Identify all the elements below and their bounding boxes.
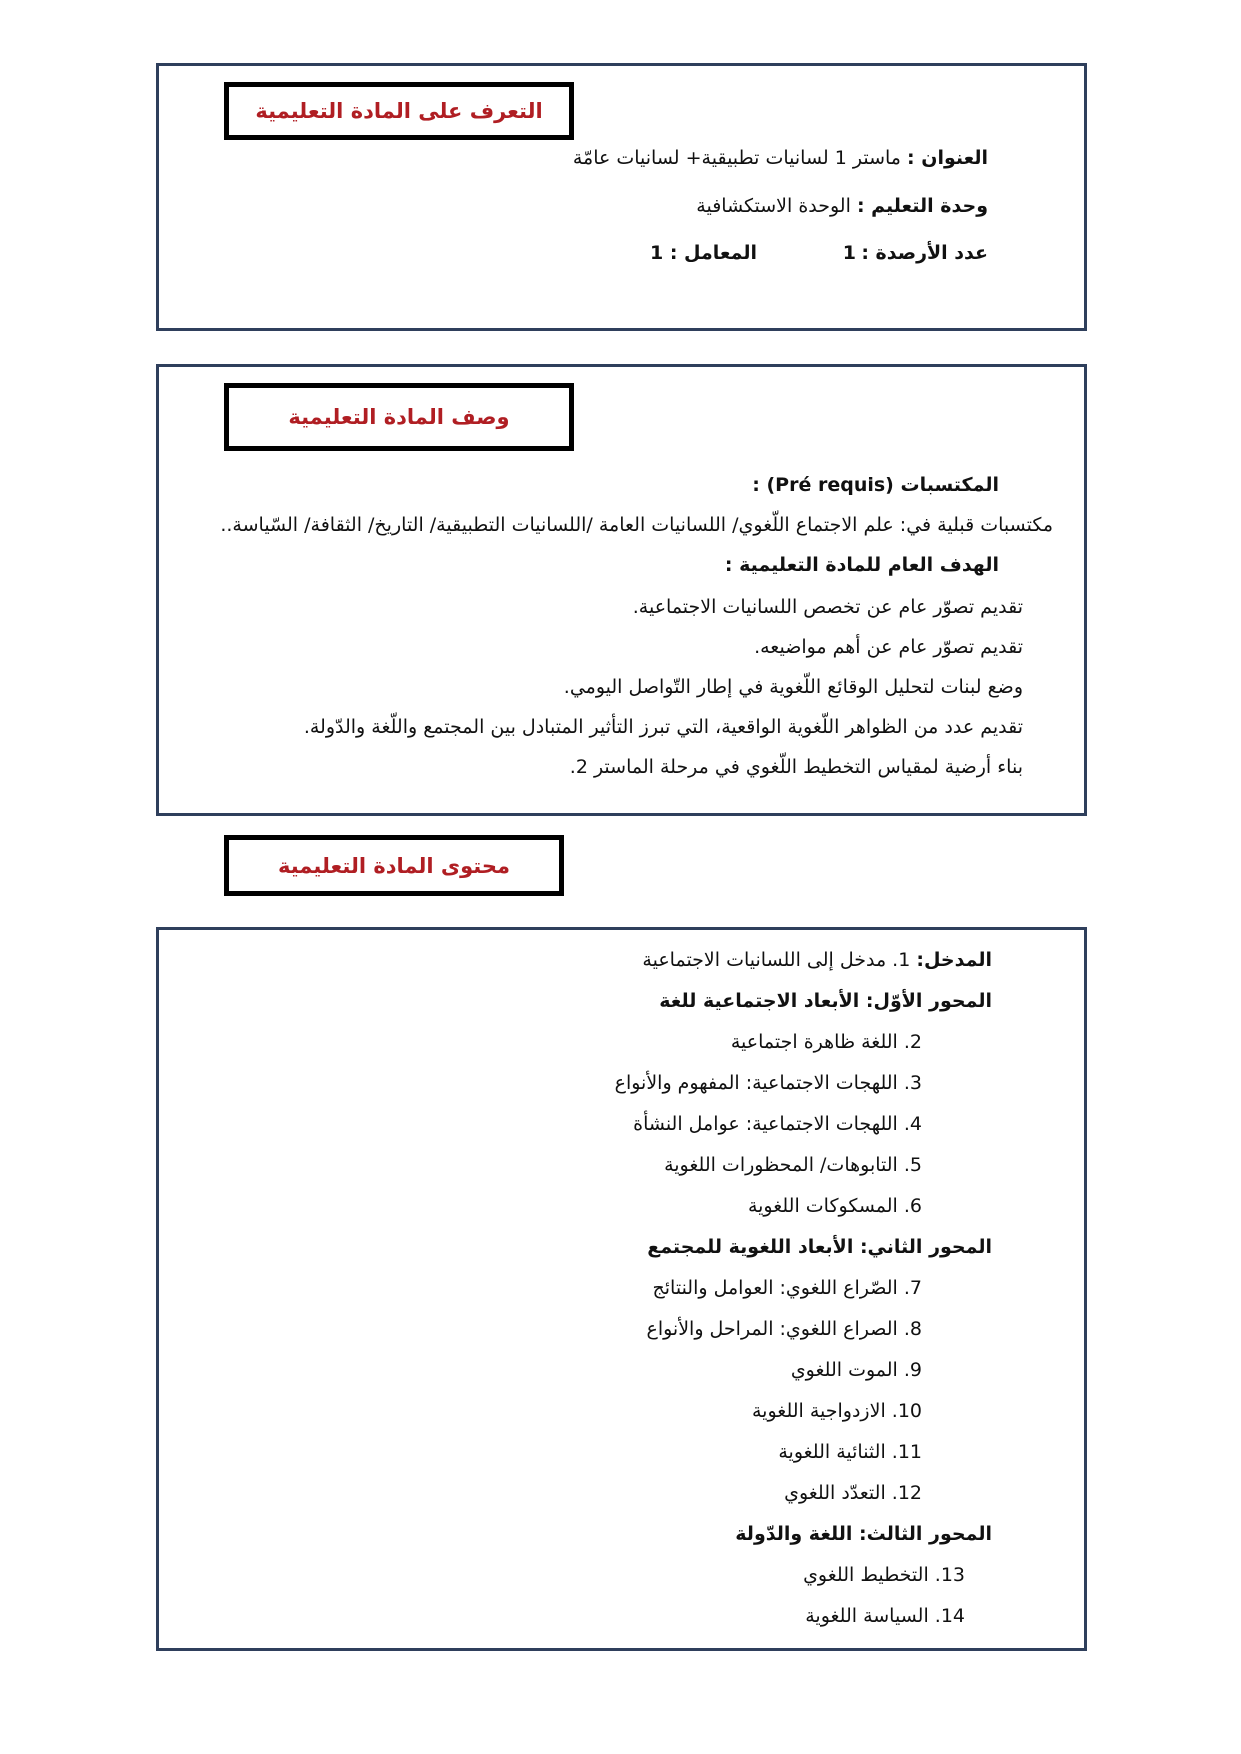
teaching-unit-row: [696, 193, 988, 219]
coefficient-label: المعامل : 1: [649, 242, 757, 264]
prerequisites-text: مكتسبات قبلية في: علم الاجتماع اللّغوي/ اللسانيات العامة /اللسانيات التطبيقية/ التاريخ/ الثقافة/ السّياسة..: [220, 514, 1053, 536]
intro-value: 1. مدخل إلى اللسانيات الاجتماعية: [642, 949, 911, 971]
goal-item: تقديم تصوّر عام عن تخصص اللسانيات الاجتماعية.: [632, 596, 1023, 618]
content-item: 12. التعدّد اللغوي: [784, 1482, 922, 1504]
content-item: 5. التابوهات/ المحظورات اللغوية: [664, 1154, 922, 1176]
teaching-unit-label: وحدة التعليم :: [856, 195, 988, 217]
credits-value: 1: [842, 242, 856, 264]
content-item: 7. الصّراع اللغوي: العوامل والنتائج: [652, 1277, 922, 1299]
axis-2-heading: المحور الثاني: الأبعاد اللغوية للمجتمع: [647, 1236, 992, 1258]
content-item: 13. التخطيط اللغوي: [803, 1564, 965, 1586]
course-identification-heading: التعرف على المادة التعليمية: [224, 82, 574, 140]
teaching-unit-value: الوحدة الاستكشافية: [696, 195, 851, 217]
goal-item: بناء أرضية لمقياس التخطيط اللّغوي في مرحلة الماستر 2.: [569, 756, 1023, 778]
goal-item: تقديم تصوّر عام عن أهم مواضيعه.: [754, 636, 1023, 658]
course-title-row: [573, 145, 988, 171]
intro-label: المدخل:: [916, 949, 992, 971]
credits-label: عدد الأرصدة :: [861, 242, 988, 264]
goal-item: وضع لبنات لتحليل الوقائع اللّغوية في إطار التّواصل اليومي.: [563, 676, 1023, 698]
prerequisites-colon: :: [752, 474, 760, 496]
content-item: 9. الموت اللغوي: [790, 1359, 922, 1381]
prerequisites-label: المكتسبات: [900, 474, 999, 496]
course-description-heading: وصف المادة التعليمية: [224, 383, 574, 451]
content-item: 4. اللهجات الاجتماعية: عوامل النشأة: [633, 1113, 922, 1135]
content-item: 14. السياسة اللغوية: [805, 1605, 965, 1627]
prerequisites-heading: [752, 472, 999, 498]
axis-3-heading: المحور الثالث: اللغة والدّولة: [735, 1523, 992, 1545]
axis-1-heading: المحور الأوّل: الأبعاد الاجتماعية للغة: [659, 990, 992, 1012]
goal-item: تقديم عدد من الظواهر اللّغوية الواقعية، التي تبرز التأثير المتبادل بين المجتمع واللّغة والدّولة.: [303, 716, 1023, 738]
content-item: 3. اللهجات الاجتماعية: المفهوم والأنواع: [614, 1072, 922, 1094]
content-item: 6. المسكوكات اللغوية: [747, 1195, 922, 1217]
course-content-heading: محتوى المادة التعليمية: [224, 835, 564, 896]
course-title-value: ماستر 1 لسانيات تطبيقية+ لسانيات عامّة: [572, 147, 901, 169]
content-item: 8. الصراع اللغوي: المراحل والأنواع: [646, 1318, 922, 1340]
content-item: 10. الازدواجية اللغوية: [752, 1400, 922, 1422]
content-item: 2. اللغة ظاهرة اجتماعية: [730, 1031, 922, 1053]
intro-row: [642, 947, 992, 973]
prerequisites-latin: (Pré requis): [766, 474, 894, 496]
content-item: 11. الثنائية اللغوية: [778, 1441, 922, 1463]
course-title-label: العنوان :: [907, 147, 988, 169]
general-goal-heading: الهدف العام للمادة التعليمية :: [724, 554, 999, 576]
